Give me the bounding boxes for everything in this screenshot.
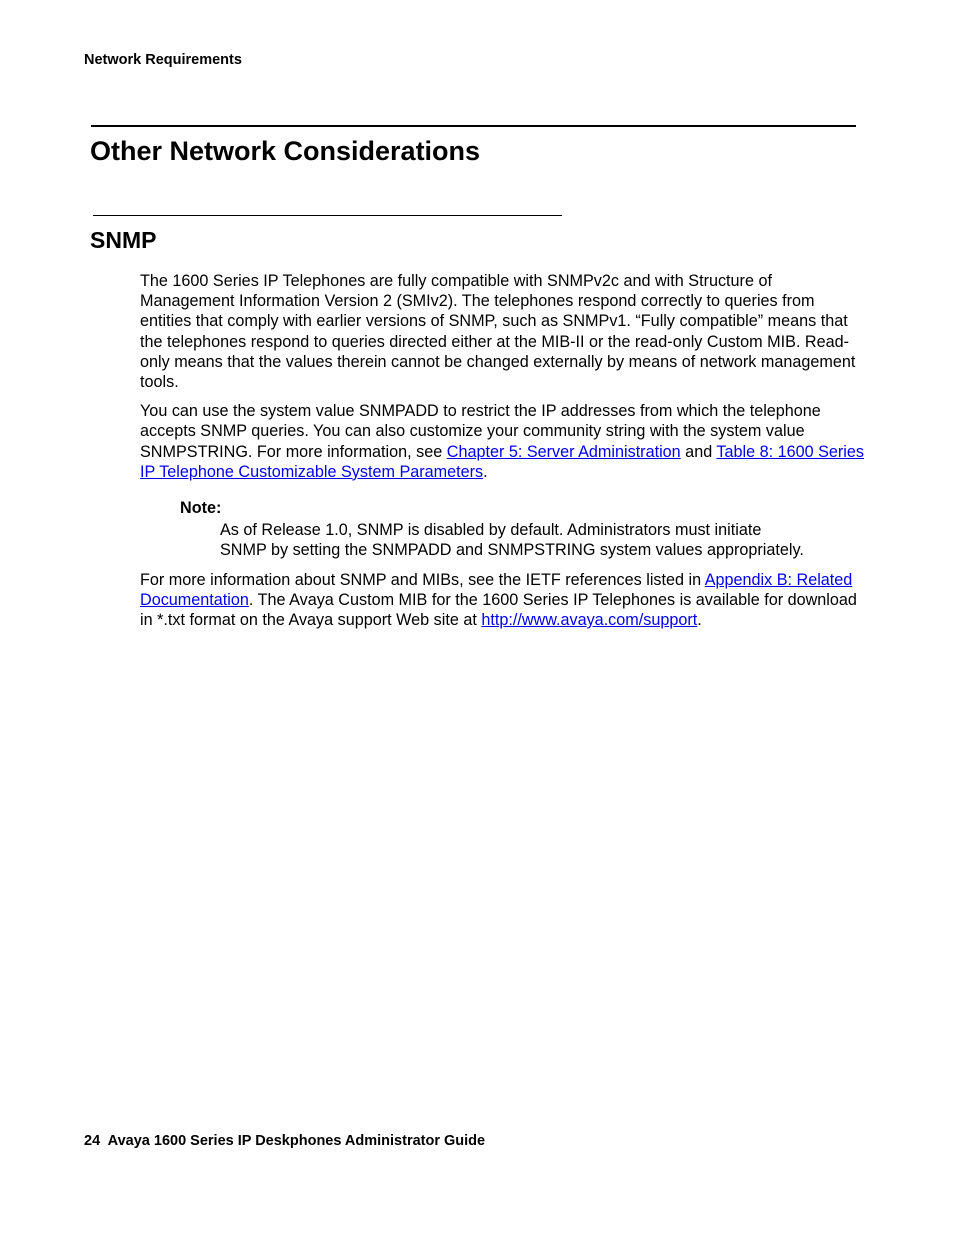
paragraph-text: For more information about SNMP and MIBs, see the IETF references listed in (140, 570, 705, 589)
paragraph-text: . The Avaya Custom MIB for the 1600 Series IP Telephones is available for download in *.txt format on the Avaya support Web site at (140, 590, 857, 630)
paragraph-text: . (483, 462, 488, 481)
heading-rule (91, 125, 856, 127)
link-avaya-support[interactable]: http://www.avaya.com/support (481, 611, 698, 630)
paragraph-snmp-restrict (140, 401, 870, 482)
section-body (140, 271, 870, 639)
link-chapter-5[interactable]: Chapter 5: Server Administration (446, 442, 681, 461)
note-text: As of Release 1.0, SNMP is disabled by default. Administrators must initiate SNMP by setting the SNMPADD and SNMPSTRING system values appropriately. (220, 521, 804, 560)
running-header: Network Requirements (84, 52, 242, 68)
note-label: Note: (180, 499, 222, 518)
paragraph-text: and (680, 442, 717, 461)
paragraph-text: You can use the system value SNMPADD to restrict the IP addresses from which the telephone accepts SNMP queries. You can also customize your community string with the system value SNMPSTRING. For more information, see (140, 402, 821, 461)
paragraph-snmp-compatibility: The 1600 Series IP Telephones are fully compatible with SNMPv2c and with Structure of Management Information Version 2 (SMIv2). The telephones respond correctly to queries from entities that comply with earlier versions of SNMP, such as SNMPv1. “Fully compatible” means that the telephones respond to queries directed either at the MIB-II or the read-only Custom MIB. Read-only means that the values therein cannot be changed externally by means of network management tools. (140, 272, 856, 392)
paragraph-more-info (140, 570, 870, 631)
link-table-8[interactable]: Table 8: 1600 Series IP Telephone Customizable System Parameters (140, 442, 864, 481)
section-rule (93, 215, 562, 216)
document-title: Avaya 1600 Series IP Deskphones Administrator Guide (107, 1133, 486, 1149)
paragraph-text: . (697, 611, 702, 630)
section-title: SNMP (90, 227, 157, 253)
page-title: Other Network Considerations (90, 136, 481, 166)
link-appendix-b[interactable]: Appendix B: Related Documentation (140, 570, 853, 609)
page-number: 24 (84, 1133, 101, 1149)
page-footer (84, 1133, 485, 1149)
